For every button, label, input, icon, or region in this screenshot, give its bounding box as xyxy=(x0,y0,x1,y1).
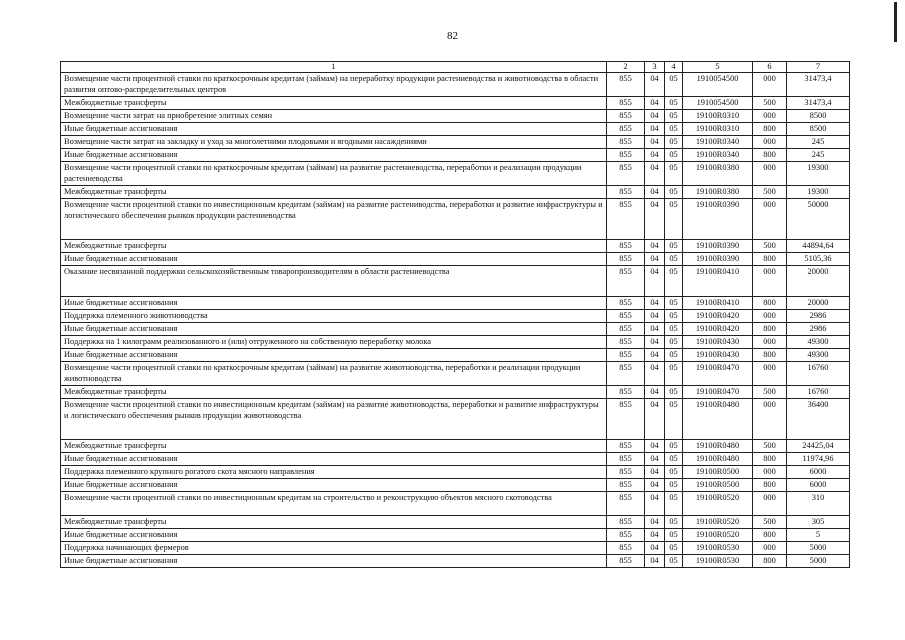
row-value-cell: 04 xyxy=(645,336,665,349)
row-value-cell: 855 xyxy=(607,555,645,568)
row-value-cell: 16760 xyxy=(787,362,850,386)
row-value-cell: 000 xyxy=(753,199,787,240)
row-value-cell: 04 xyxy=(645,266,665,297)
row-name-cell: Поддержка племенного крупного рогатого скота мясного направления xyxy=(61,466,607,479)
row-value-cell: 19100R0480 xyxy=(683,399,753,440)
row-name-cell: Иные бюджетные ассигнования xyxy=(61,123,607,136)
row-value-cell: 04 xyxy=(645,110,665,123)
row-value-cell: 19100R0380 xyxy=(683,162,753,186)
row-value-cell: 000 xyxy=(753,310,787,323)
table-row xyxy=(61,136,850,149)
row-value-cell: 05 xyxy=(665,240,683,253)
row-value-cell: 24425,04 xyxy=(787,440,850,453)
row-value-cell: 05 xyxy=(665,97,683,110)
table-row xyxy=(61,386,850,399)
row-value-cell: 19100R0430 xyxy=(683,336,753,349)
row-value-cell: 44894,64 xyxy=(787,240,850,253)
table-row xyxy=(61,186,850,199)
column-header: 2 xyxy=(607,62,645,73)
row-name-cell: Возмещение части затрат на приобретение элитных семян xyxy=(61,110,607,123)
row-value-cell: 16760 xyxy=(787,386,850,399)
row-value-cell: 5000 xyxy=(787,542,850,555)
row-value-cell: 855 xyxy=(607,466,645,479)
table-row xyxy=(61,529,850,542)
table-row xyxy=(61,73,850,97)
row-value-cell: 800 xyxy=(753,123,787,136)
row-value-cell: 8500 xyxy=(787,110,850,123)
row-value-cell: 855 xyxy=(607,162,645,186)
row-value-cell: 05 xyxy=(665,466,683,479)
row-value-cell: 500 xyxy=(753,516,787,529)
table-row xyxy=(61,240,850,253)
row-value-cell: 800 xyxy=(753,297,787,310)
row-name-cell: Межбюджетные трансферты xyxy=(61,97,607,110)
budget-table xyxy=(60,61,850,568)
row-value-cell: 19100R0520 xyxy=(683,529,753,542)
row-value-cell: 04 xyxy=(645,186,665,199)
row-value-cell: 500 xyxy=(753,386,787,399)
row-name-cell: Иные бюджетные ассигнования xyxy=(61,479,607,492)
table-header-row xyxy=(61,62,850,73)
table-row xyxy=(61,266,850,297)
row-value-cell: 05 xyxy=(665,253,683,266)
row-value-cell: 305 xyxy=(787,516,850,529)
row-value-cell: 855 xyxy=(607,349,645,362)
row-name-cell: Иные бюджетные ассигнования xyxy=(61,555,607,568)
row-value-cell: 19100R0480 xyxy=(683,453,753,466)
row-value-cell: 04 xyxy=(645,453,665,466)
row-name-cell: Возмещение части процентной ставки по краткосрочным кредитам (займам) на переработку продукции растениеводства и животноводства в области развития оптово-распределительных центров xyxy=(61,73,607,97)
row-value-cell: 855 xyxy=(607,399,645,440)
row-value-cell: 5 xyxy=(787,529,850,542)
row-value-cell: 05 xyxy=(665,297,683,310)
table-row xyxy=(61,453,850,466)
column-header: 1 xyxy=(61,62,607,73)
row-value-cell: 310 xyxy=(787,492,850,516)
table-row xyxy=(61,253,850,266)
row-value-cell: 855 xyxy=(607,149,645,162)
row-value-cell: 500 xyxy=(753,240,787,253)
row-name-cell: Иные бюджетные ассигнования xyxy=(61,297,607,310)
row-value-cell: 800 xyxy=(753,149,787,162)
table-row xyxy=(61,199,850,240)
row-value-cell: 04 xyxy=(645,323,665,336)
row-value-cell: 19100R0470 xyxy=(683,386,753,399)
row-value-cell: 19100R0520 xyxy=(683,516,753,529)
row-value-cell: 05 xyxy=(665,149,683,162)
row-value-cell: 05 xyxy=(665,453,683,466)
row-value-cell: 8500 xyxy=(787,123,850,136)
column-header: 7 xyxy=(787,62,850,73)
row-name-cell: Межбюджетные трансферты xyxy=(61,516,607,529)
row-value-cell: 05 xyxy=(665,323,683,336)
column-header: 3 xyxy=(645,62,665,73)
row-value-cell: 500 xyxy=(753,186,787,199)
row-value-cell: 19100R0530 xyxy=(683,542,753,555)
row-value-cell: 000 xyxy=(753,542,787,555)
row-value-cell: 05 xyxy=(665,479,683,492)
row-value-cell: 49300 xyxy=(787,349,850,362)
row-value-cell: 50000 xyxy=(787,199,850,240)
row-value-cell: 19100R0340 xyxy=(683,149,753,162)
row-value-cell: 855 xyxy=(607,362,645,386)
row-value-cell: 05 xyxy=(665,162,683,186)
table-row xyxy=(61,516,850,529)
row-value-cell: 19100R0430 xyxy=(683,349,753,362)
row-value-cell: 36400 xyxy=(787,399,850,440)
row-value-cell: 05 xyxy=(665,73,683,97)
row-value-cell: 20000 xyxy=(787,266,850,297)
row-value-cell: 19100R0530 xyxy=(683,555,753,568)
row-value-cell: 04 xyxy=(645,73,665,97)
row-value-cell: 19100R0420 xyxy=(683,323,753,336)
table-row xyxy=(61,97,850,110)
row-value-cell: 19100R0410 xyxy=(683,266,753,297)
table-row xyxy=(61,149,850,162)
row-value-cell: 800 xyxy=(753,253,787,266)
table-row xyxy=(61,492,850,516)
row-name-cell: Поддержка начинающих фермеров xyxy=(61,542,607,555)
row-value-cell: 855 xyxy=(607,479,645,492)
row-value-cell: 855 xyxy=(607,516,645,529)
row-value-cell: 000 xyxy=(753,266,787,297)
row-value-cell: 04 xyxy=(645,97,665,110)
row-value-cell: 05 xyxy=(665,492,683,516)
row-value-cell: 04 xyxy=(645,362,665,386)
row-value-cell: 31473,4 xyxy=(787,97,850,110)
row-value-cell: 05 xyxy=(665,136,683,149)
row-value-cell: 49300 xyxy=(787,336,850,349)
row-value-cell: 855 xyxy=(607,336,645,349)
row-value-cell: 500 xyxy=(753,97,787,110)
table-row xyxy=(61,110,850,123)
row-value-cell: 04 xyxy=(645,310,665,323)
row-value-cell: 04 xyxy=(645,136,665,149)
row-value-cell: 800 xyxy=(753,349,787,362)
row-value-cell: 19100R0310 xyxy=(683,110,753,123)
row-value-cell: 800 xyxy=(753,323,787,336)
row-value-cell: 855 xyxy=(607,253,645,266)
row-value-cell: 855 xyxy=(607,492,645,516)
row-value-cell: 855 xyxy=(607,453,645,466)
row-value-cell: 855 xyxy=(607,386,645,399)
column-header: 6 xyxy=(753,62,787,73)
table-row xyxy=(61,440,850,453)
row-value-cell: 05 xyxy=(665,186,683,199)
row-value-cell: 19300 xyxy=(787,186,850,199)
row-value-cell: 04 xyxy=(645,529,665,542)
row-value-cell: 5000 xyxy=(787,555,850,568)
row-name-cell: Возмещение части процентной ставки по краткосрочным кредитам (займам) на развитие животноводства, переработки и реализации продукции животноводства xyxy=(61,362,607,386)
row-value-cell: 05 xyxy=(665,349,683,362)
row-name-cell: Возмещение части процентной ставки по инвестиционным кредитам (займам) на развитие растениводства, переработки и развитие инфраструктуры и логистического обеспечения рынков продукции растениеводства xyxy=(61,199,607,240)
row-value-cell: 05 xyxy=(665,110,683,123)
row-name-cell: Поддержка племенного животноводства xyxy=(61,310,607,323)
column-header: 4 xyxy=(665,62,683,73)
row-value-cell: 04 xyxy=(645,466,665,479)
row-value-cell: 000 xyxy=(753,73,787,97)
row-value-cell: 855 xyxy=(607,186,645,199)
row-value-cell: 245 xyxy=(787,149,850,162)
row-value-cell: 855 xyxy=(607,266,645,297)
row-value-cell: 19100R0390 xyxy=(683,240,753,253)
row-name-cell: Межбюджетные трансферты xyxy=(61,240,607,253)
row-value-cell: 000 xyxy=(753,162,787,186)
row-name-cell: Поддержка на 1 килограмм реализованного и (или) отгруженного на собственную переработку молока xyxy=(61,336,607,349)
row-value-cell: 000 xyxy=(753,492,787,516)
row-value-cell: 000 xyxy=(753,136,787,149)
table-row xyxy=(61,399,850,440)
row-value-cell: 6000 xyxy=(787,466,850,479)
row-value-cell: 800 xyxy=(753,453,787,466)
table-row xyxy=(61,362,850,386)
row-name-cell: Оказание несвязанной поддержки сельскохозяйственным товаропроизводителям в области растениеводства xyxy=(61,266,607,297)
row-name-cell: Иные бюджетные ассигнования xyxy=(61,349,607,362)
row-value-cell: 19100R0420 xyxy=(683,310,753,323)
row-value-cell: 19100R0480 xyxy=(683,440,753,453)
row-value-cell: 800 xyxy=(753,529,787,542)
row-name-cell: Межбюджетные трансферты xyxy=(61,386,607,399)
row-name-cell: Иные бюджетные ассигнования xyxy=(61,253,607,266)
row-value-cell: 800 xyxy=(753,555,787,568)
table-body xyxy=(61,73,850,568)
row-value-cell: 05 xyxy=(665,399,683,440)
row-value-cell: 04 xyxy=(645,440,665,453)
row-value-cell: 04 xyxy=(645,123,665,136)
row-value-cell: 05 xyxy=(665,123,683,136)
table-row xyxy=(61,297,850,310)
row-value-cell: 05 xyxy=(665,542,683,555)
row-value-cell: 05 xyxy=(665,529,683,542)
row-value-cell: 855 xyxy=(607,73,645,97)
row-name-cell: Межбюджетные трансферты xyxy=(61,186,607,199)
table-row xyxy=(61,162,850,186)
row-value-cell: 19300 xyxy=(787,162,850,186)
table-row xyxy=(61,555,850,568)
row-value-cell: 1910054500 xyxy=(683,73,753,97)
row-value-cell: 04 xyxy=(645,555,665,568)
table-row xyxy=(61,466,850,479)
row-value-cell: 6000 xyxy=(787,479,850,492)
row-value-cell: 04 xyxy=(645,516,665,529)
row-value-cell: 855 xyxy=(607,97,645,110)
row-value-cell: 5105,36 xyxy=(787,253,850,266)
table-row xyxy=(61,349,850,362)
row-value-cell: 000 xyxy=(753,336,787,349)
row-name-cell: Иные бюджетные ассигнования xyxy=(61,323,607,336)
row-name-cell: Возмещение части затрат на закладку и уход за многолетними плодовыми и ягодными насаждениями xyxy=(61,136,607,149)
row-value-cell: 05 xyxy=(665,555,683,568)
row-value-cell: 05 xyxy=(665,266,683,297)
page-number: 82 xyxy=(447,30,458,42)
row-name-cell: Иные бюджетные ассигнования xyxy=(61,149,607,162)
row-value-cell: 19100R0390 xyxy=(683,253,753,266)
row-value-cell: 245 xyxy=(787,136,850,149)
table-row xyxy=(61,123,850,136)
row-value-cell: 05 xyxy=(665,362,683,386)
row-name-cell: Возмещение части процентной ставки по инвестиционным кредитам (займам) на развитие животноводства, переработки и развитие инфраструктуры и логистического обеспечения рынков продукции животноводства xyxy=(61,399,607,440)
row-value-cell: 855 xyxy=(607,110,645,123)
row-name-cell: Межбюджетные трансферты xyxy=(61,440,607,453)
row-value-cell: 855 xyxy=(607,323,645,336)
row-value-cell: 855 xyxy=(607,310,645,323)
table-row xyxy=(61,479,850,492)
row-value-cell: 855 xyxy=(607,297,645,310)
row-name-cell: Иные бюджетные ассигнования xyxy=(61,529,607,542)
row-value-cell: 19100R0310 xyxy=(683,123,753,136)
row-value-cell: 855 xyxy=(607,136,645,149)
row-value-cell: 19100R0390 xyxy=(683,199,753,240)
scan-edge-mark xyxy=(894,2,897,42)
row-value-cell: 1910054500 xyxy=(683,97,753,110)
table-row xyxy=(61,336,850,349)
table-row xyxy=(61,323,850,336)
row-value-cell: 500 xyxy=(753,440,787,453)
row-value-cell: 04 xyxy=(645,399,665,440)
row-value-cell: 05 xyxy=(665,440,683,453)
row-value-cell: 04 xyxy=(645,199,665,240)
row-value-cell: 855 xyxy=(607,240,645,253)
row-value-cell: 2986 xyxy=(787,323,850,336)
row-value-cell: 000 xyxy=(753,362,787,386)
row-value-cell: 05 xyxy=(665,310,683,323)
row-value-cell: 04 xyxy=(645,240,665,253)
row-name-cell: Возмещение части процентной ставки по краткосрочным кредитам (займам) на развитие растениеводства, переработки и реализации продукции растениеводства xyxy=(61,162,607,186)
table-row xyxy=(61,542,850,555)
row-value-cell: 855 xyxy=(607,529,645,542)
row-value-cell: 04 xyxy=(645,149,665,162)
row-value-cell: 05 xyxy=(665,386,683,399)
table-row xyxy=(61,310,850,323)
row-value-cell: 20000 xyxy=(787,297,850,310)
row-value-cell: 04 xyxy=(645,479,665,492)
row-value-cell: 855 xyxy=(607,542,645,555)
row-value-cell: 31473,4 xyxy=(787,73,850,97)
column-header: 5 xyxy=(683,62,753,73)
row-value-cell: 800 xyxy=(753,479,787,492)
row-value-cell: 19100R0500 xyxy=(683,466,753,479)
row-value-cell: 04 xyxy=(645,492,665,516)
row-value-cell: 000 xyxy=(753,399,787,440)
row-value-cell: 04 xyxy=(645,297,665,310)
row-value-cell: 19100R0380 xyxy=(683,186,753,199)
row-value-cell: 19100R0410 xyxy=(683,297,753,310)
row-value-cell: 000 xyxy=(753,110,787,123)
row-value-cell: 04 xyxy=(645,349,665,362)
row-value-cell: 04 xyxy=(645,386,665,399)
row-value-cell: 05 xyxy=(665,516,683,529)
row-value-cell: 000 xyxy=(753,466,787,479)
row-value-cell: 855 xyxy=(607,123,645,136)
row-value-cell: 855 xyxy=(607,440,645,453)
row-value-cell: 05 xyxy=(665,199,683,240)
row-value-cell: 855 xyxy=(607,199,645,240)
row-value-cell: 05 xyxy=(665,336,683,349)
row-value-cell: 2986 xyxy=(787,310,850,323)
row-value-cell: 04 xyxy=(645,162,665,186)
row-value-cell: 19100R0520 xyxy=(683,492,753,516)
row-value-cell: 19100R0340 xyxy=(683,136,753,149)
row-name-cell: Иные бюджетные ассигнования xyxy=(61,453,607,466)
row-name-cell: Возмещение части процентной ставки по инвестиционным кредитам на строительство и реконструкцию объектов мясного скотоводства xyxy=(61,492,607,516)
row-value-cell: 04 xyxy=(645,253,665,266)
row-value-cell: 04 xyxy=(645,542,665,555)
row-value-cell: 19100R0500 xyxy=(683,479,753,492)
row-value-cell: 11974,96 xyxy=(787,453,850,466)
row-value-cell: 19100R0470 xyxy=(683,362,753,386)
